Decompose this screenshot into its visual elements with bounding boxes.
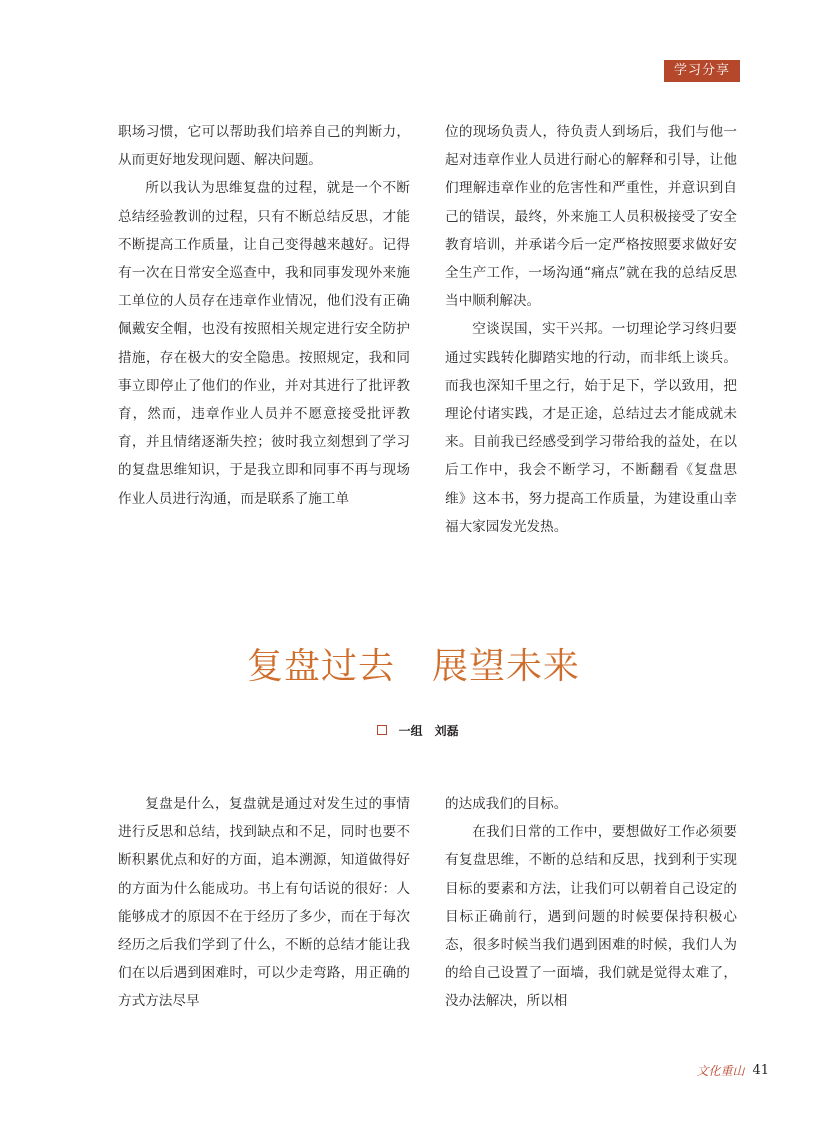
paragraph: 的达成我们的目标。 [445, 796, 568, 812]
bottom-left-column [118, 790, 410, 1016]
page-footer [696, 1062, 769, 1079]
bottom-right-column [445, 790, 737, 1016]
paragraph: 所以我认为思维复盘的过程，就是一个不断总结经验教训的过程，只有不断总结反思，才能不断提高工作质量，让自己变得越来越好。记得有一次在日常安全巡查中，我和同事发现外来施工单位的人员存在违章作业情况，他们没有正确佩戴安全帽，也没有按照相关规定进行安全防护措施，存在极大的安全隐患。按照规定，我和同事立即停止了他们的作业，并对其进行了批评教育，然而，违章作业人员并不愿意接受批评教育，并且情绪逐渐失控；彼时我立刻想到了学习的复盘思维知识，于是我立即和同事不再与现场作业人员进行沟通，而是联系了施工单 [118, 180, 410, 507]
section-tag: 学习分享 [664, 60, 740, 82]
paragraph: 职场习惯，它可以帮助我们培养自己的判断力，从而更好地发现问题、解决问题。 [118, 124, 410, 169]
paragraph: 在我们日常的工作中，要想做好工作必须要有复盘思维，不断的总结和反思，找到利于实现目标的要素和方法，让我们可以朝着自己设定的目标正确前行，遇到问题的时候要保持积极心态，很多时候当我们遇到困难的时候，我们人为的给自己设置了一面墙，我们就是觉得太难了，没办法解决，所以相 [445, 824, 737, 1010]
article-title: 复盘过去 展望未来 [246, 646, 580, 687]
byline [0, 704, 827, 740]
top-left-column [118, 118, 410, 513]
paragraph: 空谈误国，实干兴邦。一切理论学习终归要通过实践转化脚踏实地的行动，而非纸上谈兵。而我也深知千里之行，始于足下，学以致用，把理论付诸实践，才是正途，总结过去才能成就未来。目前我已经感受到学习带给我的益处，在以后工作中，我会不断学习，不断翻看《复盘思维》这本书，努力提高工作质量，为建设重山幸福大家园发光发热。 [445, 321, 737, 535]
author: 一组 刘磊 [398, 724, 459, 738]
paragraph: 复盘是什么，复盘就是通过对发生过的事情进行反思和总结，找到缺点和不足，同时也要不断积累优点和好的方面，追本溯源，知道做得好的方面为什么能成功。书上有句话说的很好：人能够成才的原因不在于经历了多少，而在于每次经历之后我们学到了什么，不断的总结才能让我们在以后遇到困难时，可以少走弯路，用正确的方式方法尽早 [118, 796, 410, 1010]
paragraph: 位的现场负责人，待负责人到场后，我们与他一起对违章作业人员进行耐心的解释和引导，让他们理解违章作业的危害性和严重性，并意识到自己的错误，最终，外来施工人员积极接受了安全教育培训，并承诺今后一定严格按照要求做好安全生产工作，一场沟通“痛点”就在我的总结反思当中顺利解决。 [445, 124, 737, 310]
square-bullet-icon [377, 725, 387, 735]
top-right-column [445, 118, 737, 541]
magazine-logo: 文化重山 [696, 1064, 745, 1078]
page-number: 41 [752, 1063, 769, 1078]
